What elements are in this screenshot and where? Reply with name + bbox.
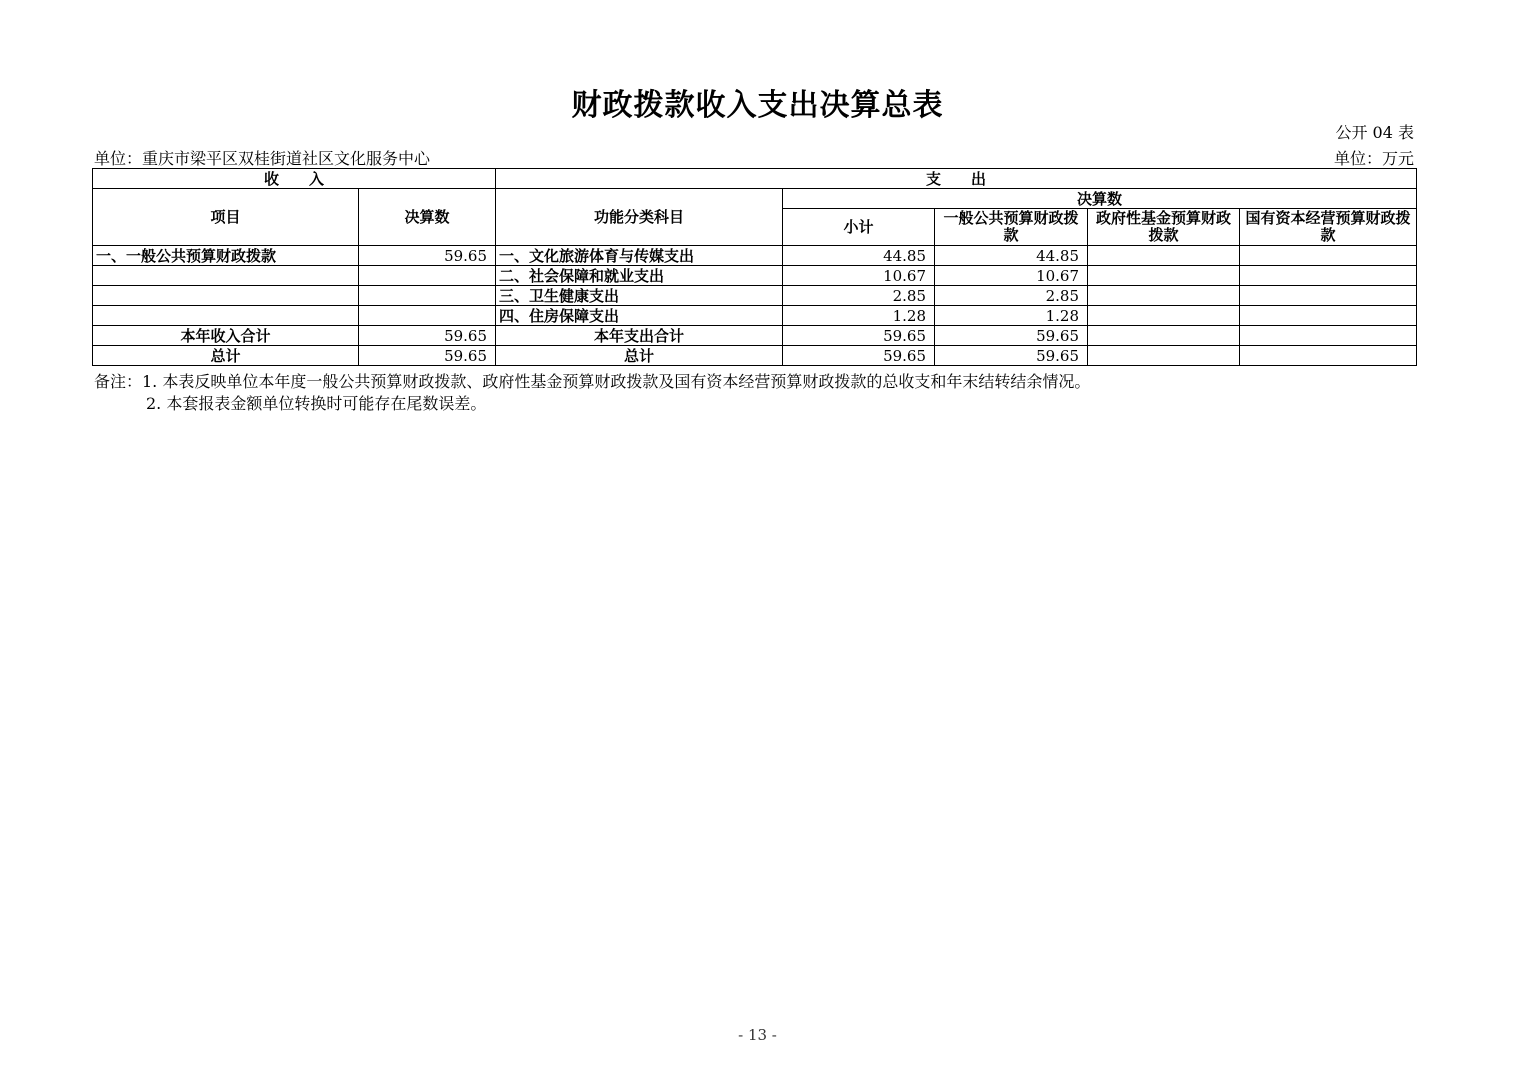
row-func: 一、文化旅游体育与传媒支出 (496, 246, 783, 266)
row-fund (1088, 286, 1240, 306)
row-item (93, 266, 359, 286)
col-func-header: 功能分类科目 (496, 189, 783, 246)
row-fund (1088, 246, 1240, 266)
note-line-1: 备注：1. 本表反映单位本年度一般公共预算财政拨款、政府性基金预算财政拨款及国有资本经营预算财政拨款的总收支和年末结转结余情况。 (94, 372, 1091, 391)
income-header: 收 入 (93, 169, 496, 189)
row-general: 10.67 (935, 266, 1088, 286)
table-row (93, 306, 1417, 326)
row-subtotal: 1.28 (783, 306, 935, 326)
col-amount-header: 决算数 (359, 189, 496, 246)
year-income-total-label: 本年收入合计 (93, 326, 359, 346)
year-income-total-value: 59.65 (359, 326, 496, 346)
col-general-header: 一般公共预算财政拨款 (935, 209, 1088, 246)
page-title: 财政拨款收入支出决算总表 (571, 88, 944, 123)
col-item-header: 项目 (93, 189, 359, 246)
row-item: 一、一般公共预算财政拨款 (93, 246, 359, 266)
col-state-header: 国有资本经营预算财政拨款 (1240, 209, 1417, 246)
grand-income-total-value: 59.65 (359, 346, 496, 366)
notes (94, 371, 1090, 415)
year-fund-total (1088, 326, 1240, 346)
row-amount (359, 286, 496, 306)
row-amount: 59.65 (359, 246, 496, 266)
row-general: 44.85 (935, 246, 1088, 266)
row-item (93, 286, 359, 306)
table-row (93, 286, 1417, 306)
row-general: 2.85 (935, 286, 1088, 306)
row-fund (1088, 306, 1240, 326)
grand-subtotal-total: 59.65 (783, 346, 935, 366)
row-state (1240, 306, 1417, 326)
row-item (93, 306, 359, 326)
organization-unit: 单位：重庆市梁平区双桂街道社区文化服务中心 (94, 149, 431, 168)
currency-unit: 单位：万元 (1333, 149, 1414, 168)
year-state-total (1240, 326, 1417, 346)
col-final-header: 决算数 (783, 189, 1417, 209)
row-general: 1.28 (935, 306, 1088, 326)
row-func: 四、住房保障支出 (496, 306, 783, 326)
year-expense-total-label: 本年支出合计 (496, 326, 783, 346)
row-subtotal: 10.67 (783, 266, 935, 286)
grand-general-total: 59.65 (935, 346, 1088, 366)
table-row (93, 266, 1417, 286)
row-func: 二、社会保障和就业支出 (496, 266, 783, 286)
col-fund-header: 政府性基金预算财政拨款 (1088, 209, 1240, 246)
grand-total-row (93, 346, 1417, 366)
year-general-total: 59.65 (935, 326, 1088, 346)
grand-expense-total-label: 总计 (496, 346, 783, 366)
year-total-row (93, 326, 1417, 346)
year-subtotal-total: 59.65 (783, 326, 935, 346)
row-state (1240, 246, 1417, 266)
budget-table (92, 168, 1417, 366)
note-line-2: 2. 本套报表金额单位转换时可能存在尾数误差。 (146, 394, 487, 413)
row-amount (359, 306, 496, 326)
grand-state-total (1240, 346, 1417, 366)
table-row (93, 246, 1417, 266)
grand-income-total-label: 总计 (93, 346, 359, 366)
form-number: 公开 04 表 (1335, 123, 1414, 142)
row-fund (1088, 266, 1240, 286)
col-subtotal-header: 小计 (783, 209, 935, 246)
grand-fund-total (1088, 346, 1240, 366)
row-state (1240, 266, 1417, 286)
row-subtotal: 2.85 (783, 286, 935, 306)
row-amount (359, 266, 496, 286)
page-number: - 13 - (738, 1026, 777, 1044)
row-func: 三、卫生健康支出 (496, 286, 783, 306)
row-subtotal: 44.85 (783, 246, 935, 266)
row-state (1240, 286, 1417, 306)
expense-header: 支 出 (496, 169, 1417, 189)
